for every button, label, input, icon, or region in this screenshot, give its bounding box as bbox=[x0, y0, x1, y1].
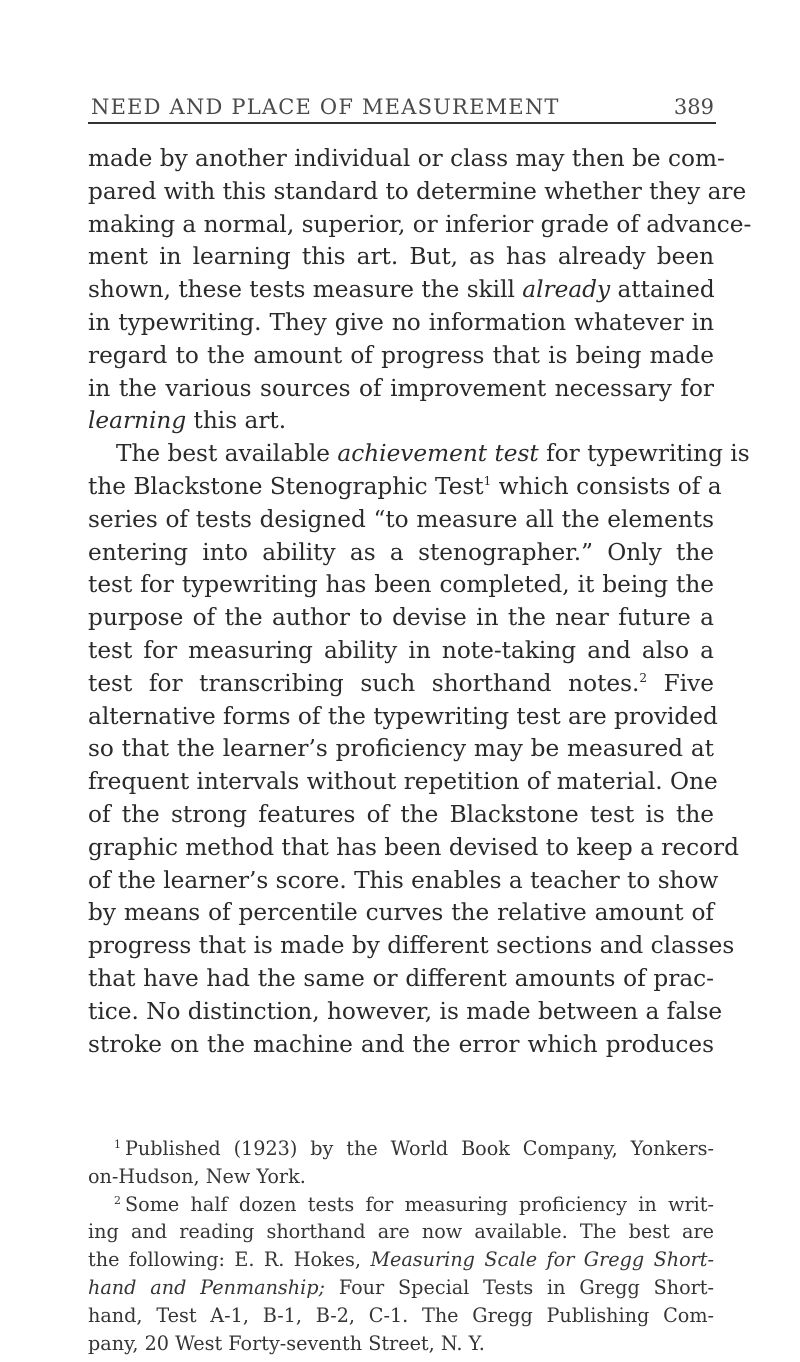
text-line: ment in learning this art. But, as has already been bbox=[88, 243, 714, 271]
text-run: Some half dozen tests for measuring proficiency in writ- bbox=[125, 1192, 714, 1216]
text-run: for typewriting is bbox=[538, 440, 750, 468]
text-run: shown, these tests measure the skill bbox=[88, 276, 523, 304]
footnote-line: on-Hudson, New York. bbox=[88, 1164, 306, 1188]
text-line: alternative forms of the typewriting test are provided bbox=[88, 702, 718, 730]
italic-run: already bbox=[522, 276, 611, 304]
running-title: NEED AND PLACE OF MEASUREMENT bbox=[91, 95, 560, 119]
italic-run: learning bbox=[88, 407, 187, 435]
footnote-line: pany, 20 West Forty-seventh Street, N. Y. bbox=[88, 1331, 485, 1355]
text-run: test for transcribing such shorthand notes. bbox=[88, 669, 640, 697]
text-run: the following: E. R. Hokes, bbox=[88, 1248, 371, 1272]
body-text bbox=[88, 143, 752, 1061]
text-line: so that the learner’s proficiency may be measured at bbox=[88, 735, 714, 763]
text-line: graphic method that has been devised to keep a record bbox=[88, 833, 739, 861]
text-run: the Blackstone Stenographic Test bbox=[88, 472, 484, 500]
text-line: test for typewriting has been completed, it being the bbox=[88, 571, 714, 599]
text-line: entering into ability as a stenographer.” Only the bbox=[88, 538, 714, 566]
text-line: purpose of the author to devise in the near future a bbox=[88, 604, 714, 632]
text-line: of the learner’s score. This enables a teacher to show bbox=[88, 866, 719, 894]
italic-run: achievement test bbox=[337, 440, 539, 468]
text-line: of the strong features of the Blackstone test is the bbox=[88, 800, 714, 828]
text-line: tice. No distinction, however, is made between a false bbox=[88, 997, 723, 1025]
text-line bbox=[88, 438, 750, 471]
text-line: making a normal, superior, or inferior grade of advance- bbox=[88, 210, 752, 238]
footnote-number: 2 bbox=[114, 1193, 121, 1207]
footnote-2 bbox=[88, 1191, 714, 1358]
footnote-ref-1: 1 bbox=[483, 473, 492, 488]
footnote-line: ing and reading shorthand are now available. The best are bbox=[88, 1220, 714, 1244]
text-line bbox=[88, 274, 714, 307]
footnotes bbox=[88, 1135, 714, 1357]
text-line: stroke on the machine and the error which produces bbox=[88, 1030, 714, 1058]
text-line: made by another individual or class may then be com- bbox=[88, 145, 725, 172]
text-line: in the various sources of improvement necessary for bbox=[88, 374, 714, 402]
text-line: series of tests designed “to measure all the elements bbox=[88, 505, 714, 533]
text-run: The best available bbox=[116, 440, 338, 468]
text-run: Four Special Tests in Gregg Short- bbox=[325, 1275, 714, 1299]
text-run: this art. bbox=[186, 407, 287, 435]
text-line: in typewriting. They give no information whatever in bbox=[88, 308, 714, 336]
text-line bbox=[88, 668, 714, 701]
paragraph-2 bbox=[88, 438, 750, 1061]
text-line: pared with this standard to determine whether they are bbox=[88, 177, 747, 205]
footnote-1 bbox=[88, 1135, 714, 1191]
page-number: 389 bbox=[673, 95, 714, 119]
footnote-line bbox=[88, 1274, 714, 1302]
text-line bbox=[88, 405, 714, 438]
text-run: Five bbox=[647, 669, 714, 697]
text-run: Published (1923) by the World Book Company, Yonkers- bbox=[125, 1137, 714, 1160]
footnote-line bbox=[88, 1191, 714, 1219]
footnote-number: 1 bbox=[114, 1138, 121, 1151]
footnote-line bbox=[88, 1135, 714, 1163]
running-head bbox=[88, 92, 716, 124]
text-run: attained bbox=[610, 276, 715, 304]
text-run: which consists of a bbox=[491, 472, 722, 500]
footnote-line bbox=[88, 1246, 714, 1274]
paragraph-1 bbox=[88, 143, 752, 438]
footnote-ref-2: 2 bbox=[639, 670, 648, 685]
text-line: test for measuring ability in note-taking and also a bbox=[88, 636, 714, 664]
text-line: frequent intervals without repetition of material. One bbox=[88, 768, 718, 796]
italic-run: hand and Penmanship; bbox=[88, 1275, 326, 1299]
text-line bbox=[88, 471, 722, 504]
text-line: by means of percentile curves the relative amount of bbox=[88, 899, 714, 927]
text-line: regard to the amount of progress that is being made bbox=[88, 341, 714, 369]
text-line: that have had the same or different amounts of prac- bbox=[88, 964, 714, 992]
text-line: progress that is made by different sections and classes bbox=[88, 932, 735, 960]
footnote-line: hand, Test A-1, B-1, B-2, C-1. The Gregg Publishing Com- bbox=[88, 1303, 714, 1327]
italic-run: Measuring Scale for Gregg Short- bbox=[370, 1248, 714, 1272]
